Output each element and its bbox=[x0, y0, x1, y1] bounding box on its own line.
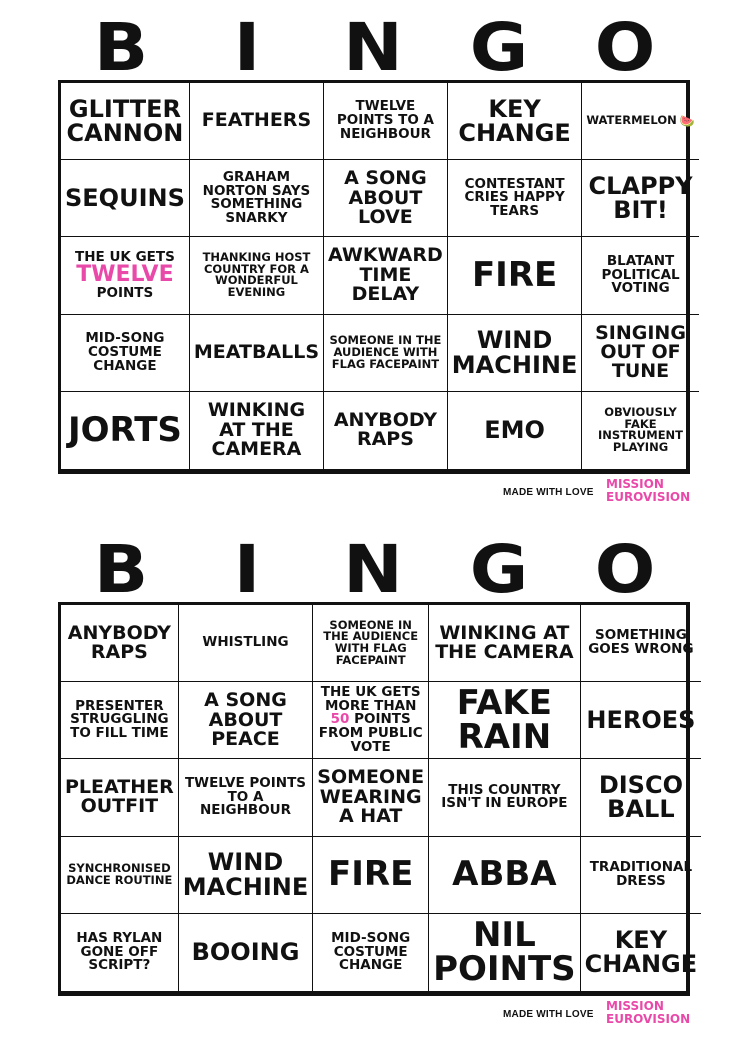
bingo-square[interactable] bbox=[190, 315, 324, 392]
brand-line-1: MISSION bbox=[606, 477, 664, 491]
title-letter-i: I bbox=[233, 531, 261, 608]
bingo-grid bbox=[58, 80, 695, 474]
bingo-square[interactable] bbox=[61, 160, 190, 237]
bingo-square[interactable] bbox=[582, 160, 698, 237]
title-letter-g: G bbox=[469, 9, 529, 86]
bingo-square-text: KEY CHANGE bbox=[458, 94, 571, 148]
bingo-square-text: AWKWARD TIME DELAY bbox=[328, 244, 443, 306]
bingo-square-text: HEROES bbox=[586, 706, 696, 735]
bingo-square-text: SEQUINS bbox=[65, 184, 185, 213]
bingo-square[interactable] bbox=[61, 392, 190, 469]
bingo-square-text: MEATBALLS bbox=[193, 341, 320, 363]
title-letter-g: G bbox=[469, 531, 529, 608]
bingo-square[interactable] bbox=[324, 315, 448, 392]
bingo-square-text: OBVIOUSLY FAKE INSTRUMENT PLAYING bbox=[598, 404, 684, 455]
bingo-square[interactable] bbox=[61, 837, 179, 914]
bingo-square-text: FEATHERS bbox=[201, 109, 312, 132]
bingo-square-text: WINKING AT THE CAMERA bbox=[435, 621, 574, 664]
bingo-square-text: HAS RYLAN GONE OFF SCRIPT? bbox=[76, 929, 163, 974]
bingo-square-text bbox=[75, 248, 175, 301]
bingo-square-text: WINKING AT THE CAMERA bbox=[207, 399, 306, 461]
bingo-square-text: WATERMELON bbox=[586, 113, 677, 128]
bingo-square-text: MID-SONG COSTUME CHANGE bbox=[85, 330, 165, 374]
bingo-square-text: NIL POINTS bbox=[433, 914, 576, 990]
bingo-square-text: CLAPPY BIT! bbox=[588, 171, 693, 225]
square-text-before: THE UK GETS MORE THAN bbox=[320, 683, 421, 714]
bingo-square-text: CONTESTANT CRIES HAPPY TEARS bbox=[464, 175, 565, 220]
bingo-square[interactable] bbox=[313, 837, 429, 914]
bingo-square-text: WIND MACHINE bbox=[182, 848, 309, 901]
watermelon-icon: 🍉 bbox=[679, 113, 695, 128]
bingo-square[interactable] bbox=[313, 682, 429, 759]
bingo-square-text: A SONG ABOUT LOVE bbox=[344, 167, 427, 228]
card-footer bbox=[500, 478, 700, 510]
bingo-square-text: TWELVE POINTS TO A NEIGHBOUR bbox=[184, 774, 307, 819]
bingo-square[interactable] bbox=[190, 237, 324, 314]
bingo-square[interactable] bbox=[448, 237, 583, 314]
bingo-square[interactable] bbox=[448, 160, 583, 237]
bingo-square[interactable] bbox=[190, 160, 324, 237]
bingo-square-text: WHISTLING bbox=[202, 634, 289, 651]
title-letter-n: N bbox=[343, 531, 403, 608]
bingo-square[interactable] bbox=[429, 914, 581, 991]
bingo-square-text: SINGING OUT OF TUNE bbox=[595, 321, 686, 383]
bingo-square-text: PRESENTER STRUGGLING TO FILL TIME bbox=[70, 697, 169, 742]
bingo-square[interactable] bbox=[61, 682, 179, 759]
bingo-square-text: FAKE RAIN bbox=[456, 682, 552, 758]
bingo-square[interactable] bbox=[581, 837, 701, 914]
bingo-square[interactable] bbox=[179, 837, 314, 914]
bingo-square-text bbox=[317, 683, 424, 755]
made-with-love-text: MADE WITH LOVE bbox=[503, 1009, 594, 1020]
bingo-square-text: SOMETHING GOES WRONG bbox=[588, 627, 694, 658]
brand-logo bbox=[606, 1000, 690, 1025]
bingo-square-text: SOMEONE IN THE AUDIENCE WITH FLAG FACEPAINT bbox=[323, 617, 419, 667]
bingo-square-text: FIRE bbox=[328, 854, 414, 895]
bingo-square[interactable] bbox=[582, 237, 698, 314]
bingo-title bbox=[58, 9, 690, 86]
bingo-square-text: PLEATHER OUTFIT bbox=[65, 776, 174, 818]
bingo-square-text: BOOING bbox=[191, 938, 300, 967]
title-letter-n: N bbox=[343, 9, 403, 86]
bingo-square-text: DISCO BALL bbox=[598, 771, 683, 824]
square-text-after: POINTS FROM PUBLIC VOTE bbox=[318, 711, 423, 755]
bingo-square[interactable] bbox=[313, 605, 429, 682]
bingo-square-text: EMO bbox=[484, 416, 545, 445]
bingo-square[interactable] bbox=[429, 837, 581, 914]
bingo-square[interactable] bbox=[179, 682, 314, 759]
bingo-square-text: KEY CHANGE bbox=[584, 925, 698, 979]
bingo-square[interactable] bbox=[324, 392, 448, 469]
bingo-title bbox=[58, 531, 690, 608]
bingo-square[interactable] bbox=[313, 759, 429, 836]
bingo-square[interactable] bbox=[61, 605, 179, 682]
bingo-square[interactable] bbox=[582, 83, 698, 160]
bingo-square-text: THIS COUNTRY ISN'T IN EUROPE bbox=[441, 781, 568, 812]
bingo-square[interactable] bbox=[581, 682, 701, 759]
square-text-after: POINTS bbox=[96, 284, 154, 301]
bingo-square[interactable] bbox=[582, 392, 698, 469]
square-accent-text: TWELVE bbox=[76, 262, 174, 288]
title-letter-b: B bbox=[93, 531, 149, 608]
bingo-square[interactable] bbox=[324, 237, 448, 314]
bingo-square-text: BLATANT POLITICAL VOTING bbox=[601, 252, 680, 297]
title-letter-b: B bbox=[93, 9, 149, 86]
square-accent-text: 50 bbox=[330, 711, 350, 728]
bingo-square[interactable] bbox=[179, 605, 314, 682]
bingo-square-text: ANYBODY RAPS bbox=[67, 621, 171, 664]
bingo-square[interactable] bbox=[448, 83, 583, 160]
bingo-square-text: A SONG ABOUT PEACE bbox=[204, 689, 287, 750]
bingo-square-text: TRADITIONAL DRESS bbox=[589, 858, 693, 889]
bingo-square-text: GLITTER CANNON bbox=[66, 94, 184, 148]
bingo-square[interactable] bbox=[324, 83, 448, 160]
bingo-square[interactable] bbox=[61, 237, 190, 314]
title-letter-i: I bbox=[233, 9, 261, 86]
brand-line-2: EUROVISION bbox=[606, 1012, 691, 1026]
bingo-square-text: SOMEONE WEARING A HAT bbox=[317, 766, 425, 828]
bingo-square-text: GRAHAM NORTON SAYS SOMETHING SNARKY bbox=[202, 168, 311, 227]
bingo-square[interactable] bbox=[324, 160, 448, 237]
bingo-square[interactable] bbox=[448, 315, 583, 392]
bingo-square[interactable] bbox=[190, 83, 324, 160]
bingo-square[interactable] bbox=[429, 682, 581, 759]
bingo-square-text: SYNCHRONISED DANCE ROUTINE bbox=[66, 860, 173, 887]
bingo-square-text: WIND MACHINE bbox=[451, 326, 578, 379]
bingo-square[interactable] bbox=[179, 759, 314, 836]
bingo-square[interactable] bbox=[61, 759, 179, 836]
bingo-square-text: TWELVE POINTS TO A NEIGHBOUR bbox=[336, 98, 434, 142]
bingo-square[interactable] bbox=[429, 759, 581, 836]
bingo-square-text: FIRE bbox=[471, 255, 558, 296]
bingo-square[interactable] bbox=[179, 914, 314, 991]
bingo-square-text: JORTS bbox=[67, 410, 182, 451]
bingo-square[interactable] bbox=[581, 605, 701, 682]
bingo-square[interactable] bbox=[429, 605, 581, 682]
title-letter-o: O bbox=[594, 531, 656, 608]
bingo-square-text: THANKING HOST COUNTRY FOR A WONDERFUL EVENING bbox=[202, 250, 311, 300]
bingo-square[interactable] bbox=[61, 83, 190, 160]
brand-line-1: MISSION bbox=[606, 999, 664, 1013]
brand-line-2: EUROVISION bbox=[606, 490, 691, 504]
card-footer bbox=[500, 1000, 700, 1032]
bingo-square[interactable] bbox=[61, 914, 179, 991]
bingo-square[interactable] bbox=[313, 914, 429, 991]
bingo-square-text: ABBA bbox=[452, 854, 557, 895]
brand-logo bbox=[606, 478, 690, 503]
bingo-square-text: ANYBODY RAPS bbox=[333, 409, 437, 451]
bingo-square[interactable] bbox=[581, 914, 701, 991]
bingo-square[interactable] bbox=[582, 315, 698, 392]
bingo-square[interactable] bbox=[448, 392, 583, 469]
bingo-grid bbox=[58, 602, 698, 996]
square-text-before: THE UK GETS bbox=[75, 248, 175, 265]
bingo-square-text: MID-SONG COSTUME CHANGE bbox=[331, 929, 411, 974]
bingo-square[interactable] bbox=[581, 759, 701, 836]
bingo-square-text: SOMEONE IN THE AUDIENCE WITH FLAG FACEPAINT bbox=[329, 333, 442, 371]
title-letter-o: O bbox=[594, 9, 656, 86]
bingo-square[interactable] bbox=[61, 315, 190, 392]
bingo-square[interactable] bbox=[190, 392, 324, 469]
made-with-love-text: MADE WITH LOVE bbox=[503, 487, 594, 498]
